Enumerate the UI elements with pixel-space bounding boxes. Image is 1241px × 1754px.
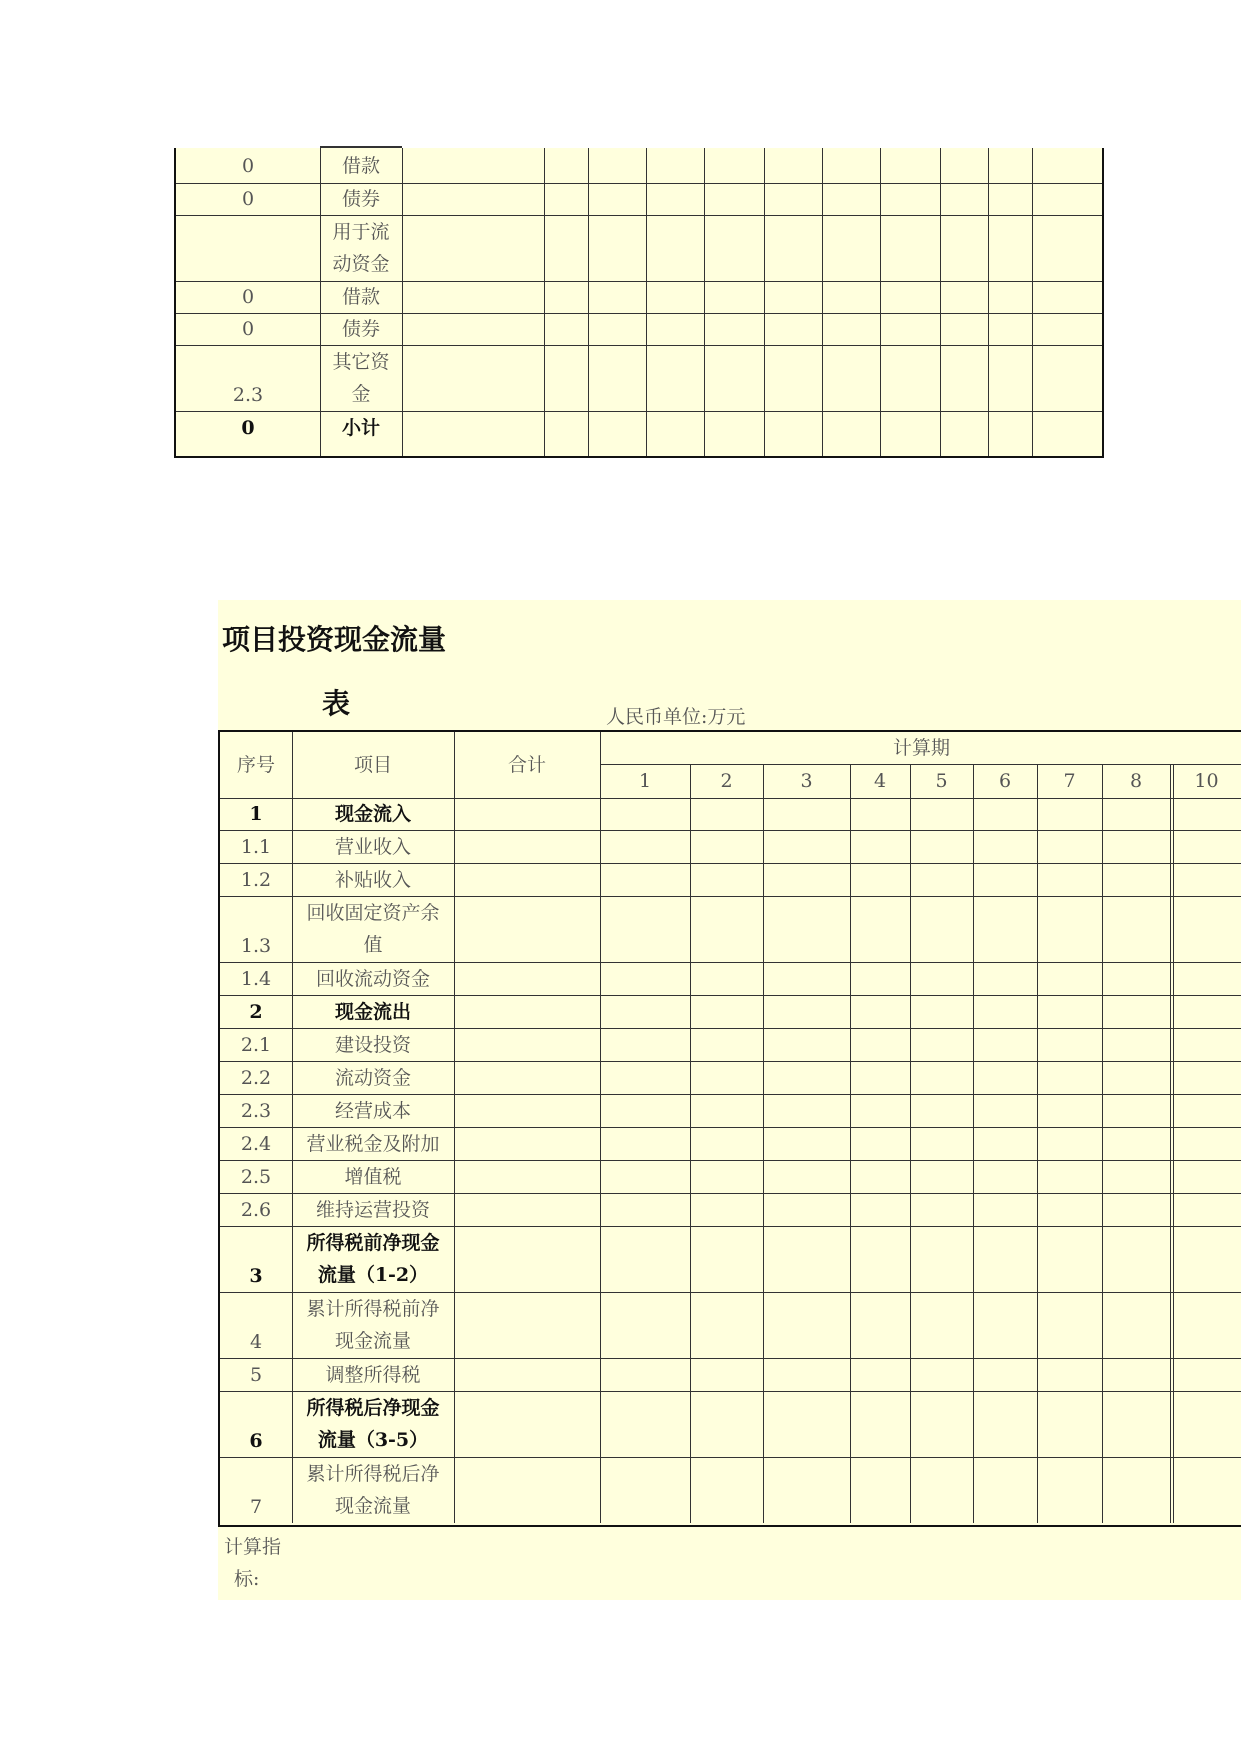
column-divider xyxy=(988,148,989,456)
column-divider xyxy=(588,148,589,456)
row-seq: 1.1 xyxy=(240,835,272,858)
column-divider xyxy=(764,148,765,456)
row-item: 累计所得税前净现金流量 xyxy=(306,1298,440,1352)
header-period-3: 3 xyxy=(800,770,813,792)
header-period-5: 5 xyxy=(935,770,948,792)
column-divider xyxy=(763,764,764,1523)
row-seq: 1.2 xyxy=(240,868,272,891)
row-item: 调整所得税 xyxy=(325,1363,421,1386)
row-number: 0 xyxy=(241,318,255,340)
row-item: 建设投资 xyxy=(334,1033,411,1056)
row-item: 借款 xyxy=(341,154,380,177)
row-seq: 2.4 xyxy=(240,1132,272,1155)
column-divider xyxy=(320,148,321,456)
row-item: 债券 xyxy=(341,318,380,340)
row-number: 0 xyxy=(241,154,255,177)
row-item: 借款 xyxy=(341,286,380,308)
header-item: 项目 xyxy=(353,754,392,776)
row-divider xyxy=(600,764,1241,765)
column-divider xyxy=(850,764,851,1523)
table-row xyxy=(176,215,1102,282)
row-item: 累计所得税后净现金流量 xyxy=(306,1463,440,1517)
header-period-7: 7 xyxy=(1063,770,1076,792)
row-number: 0 xyxy=(241,188,255,210)
table-row xyxy=(176,345,1102,412)
row-item: 回收固定资产余值 xyxy=(306,902,440,956)
row-seq: 2.5 xyxy=(240,1165,272,1188)
row-seq: 2.1 xyxy=(240,1033,272,1056)
column-divider xyxy=(704,148,705,456)
row-item: 小计 xyxy=(341,417,380,439)
row-item: 流动资金 xyxy=(334,1066,411,1089)
header-period-1: 1 xyxy=(638,770,652,792)
header-total: 合计 xyxy=(507,754,546,776)
row-number: 0 xyxy=(241,286,255,308)
table-row xyxy=(176,281,1102,314)
row-item: 债券 xyxy=(341,188,380,210)
header-period: 计算期 xyxy=(892,737,950,759)
row-item: 所得税前净现金流量（1-2） xyxy=(306,1232,440,1286)
table-row xyxy=(176,183,1102,216)
header-period-2: 2 xyxy=(720,770,733,792)
row-seq: 4 xyxy=(249,1331,263,1353)
column-divider xyxy=(822,148,823,456)
column-divider xyxy=(880,148,881,456)
indicator-label-continued: 标: xyxy=(234,1568,260,1590)
row-item: 营业税金及附加 xyxy=(306,1132,440,1155)
header-period-4: 4 xyxy=(873,770,887,792)
column-divider xyxy=(690,764,691,1523)
row-item: 现金流入 xyxy=(334,803,411,825)
row-seq: 2.2 xyxy=(240,1066,272,1089)
header-period-8: 8 xyxy=(1129,770,1143,792)
row-seq: 1 xyxy=(249,803,263,825)
indicator-label: 计算指 xyxy=(224,1536,282,1558)
column-divider xyxy=(1173,764,1174,1523)
column-divider xyxy=(940,148,941,456)
row-item: 维持运营投资 xyxy=(315,1198,430,1221)
row-seq: 3 xyxy=(249,1265,263,1287)
column-divider xyxy=(402,148,403,456)
table-row xyxy=(176,411,1102,445)
column-divider xyxy=(973,764,974,1523)
column-divider xyxy=(1037,764,1038,1523)
row-seq: 2 xyxy=(249,1000,263,1023)
column-divider xyxy=(1032,148,1033,456)
row-seq: 2.6 xyxy=(240,1198,272,1221)
row-number xyxy=(176,215,320,281)
row-seq: 1.4 xyxy=(240,967,272,990)
row-item: 其它资金 xyxy=(332,351,390,405)
row-item: 增值税 xyxy=(344,1165,402,1188)
row-item: 用于流动资金 xyxy=(332,221,390,275)
header-period-6: 6 xyxy=(998,770,1012,792)
row-item: 经营成本 xyxy=(334,1099,411,1122)
row-item: 现金流出 xyxy=(334,1000,411,1023)
column-divider xyxy=(1102,764,1103,1523)
column-divider xyxy=(454,732,455,1523)
header-period-10: 10 xyxy=(1194,770,1219,792)
column-divider xyxy=(292,732,293,1523)
top-table xyxy=(174,148,1104,458)
column-divider xyxy=(646,148,647,456)
row-seq: 2.3 xyxy=(240,1099,272,1122)
table-row xyxy=(176,148,1102,184)
column-divider xyxy=(1170,764,1171,1523)
cash-flow-sheet xyxy=(218,600,1241,1600)
row-seq: 1.3 xyxy=(240,935,272,957)
sheet-title: 项目投资现金流量 xyxy=(222,623,447,656)
row-number: 2.3 xyxy=(232,384,264,406)
row-seq: 6 xyxy=(249,1430,263,1452)
column-divider xyxy=(320,146,402,148)
column-divider xyxy=(910,764,911,1523)
row-seq: 5 xyxy=(249,1363,263,1386)
row-item: 回收流动资金 xyxy=(315,967,430,990)
row-item: 营业收入 xyxy=(334,835,411,858)
row-item: 补贴收入 xyxy=(334,868,411,891)
currency-unit: 人民币单位:万元 xyxy=(606,706,746,728)
row-number: 0 xyxy=(241,417,255,439)
sheet-title-continued: 表 xyxy=(322,687,351,720)
row-seq: 7 xyxy=(249,1496,263,1518)
column-divider xyxy=(600,732,601,1523)
header-seq: 序号 xyxy=(236,754,275,776)
column-divider xyxy=(544,148,545,456)
cash-flow-table xyxy=(218,730,1241,1527)
row-item: 所得税后净现金流量（3-5） xyxy=(306,1397,440,1451)
table-row xyxy=(176,313,1102,346)
